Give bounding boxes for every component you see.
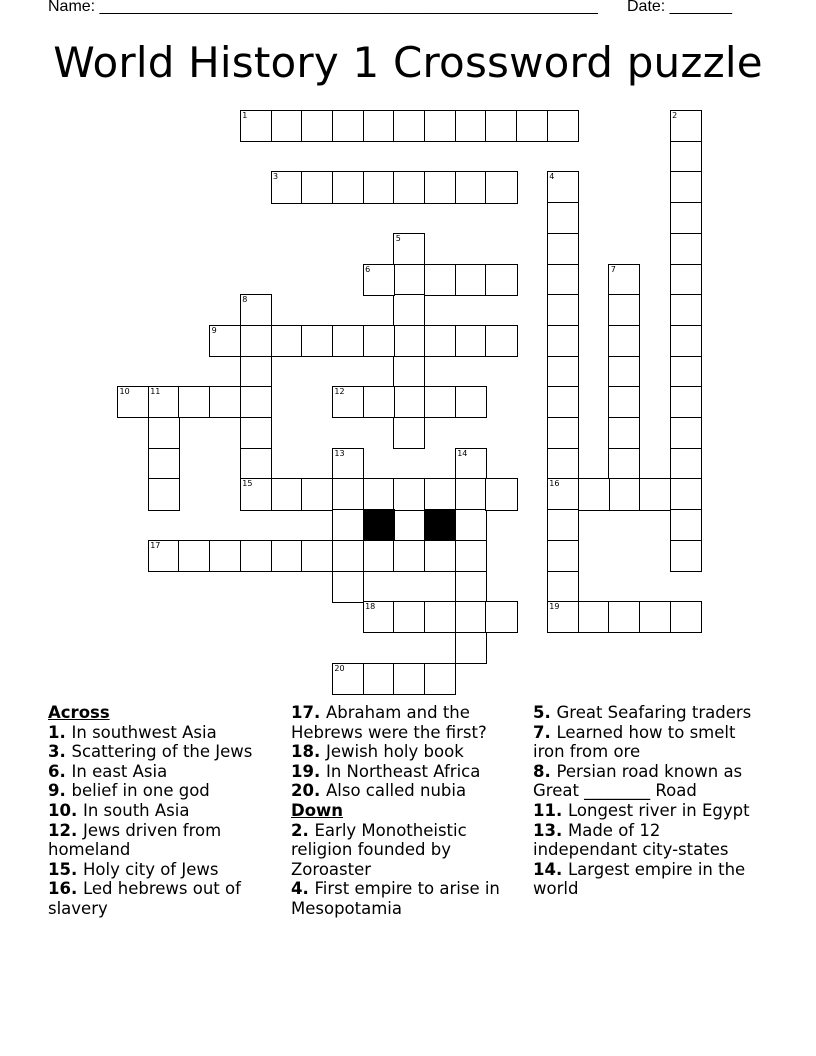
crossword-cell[interactable]: [455, 632, 487, 664]
crossword-cell[interactable]: [148, 417, 180, 449]
crossword-cell[interactable]: [301, 110, 333, 142]
clue-item-number: 7.: [533, 722, 557, 742]
crossword-cell[interactable]: [363, 663, 395, 695]
clue-number: 20: [334, 663, 345, 673]
clues-column-3: [533, 703, 763, 899]
crossword-cell[interactable]: [424, 663, 456, 695]
page-title: World History 1 Crossword puzzle: [53, 38, 763, 87]
crossword-cell[interactable]: [240, 540, 272, 572]
crossword-cell[interactable]: [148, 478, 180, 510]
crossword-cell[interactable]: [578, 478, 610, 510]
crossword-cell[interactable]: [393, 663, 425, 695]
crossword-cell[interactable]: [547, 417, 579, 449]
crossword-cell[interactable]: [455, 571, 487, 603]
crossword-cell[interactable]: [393, 171, 425, 203]
crossword-cell[interactable]: [393, 356, 425, 388]
crossword-cell[interactable]: [670, 264, 702, 296]
clue-item-number: 20.: [291, 781, 326, 801]
crossword-cell[interactable]: [332, 571, 364, 603]
clue-number: 4: [549, 172, 555, 182]
crossword-cell[interactable]: [393, 478, 425, 510]
crossword-cell[interactable]: [670, 141, 702, 173]
crossword-cell[interactable]: [455, 264, 487, 296]
crossword-cell[interactable]: [547, 325, 579, 357]
crossword-cell[interactable]: [455, 509, 487, 541]
clue-item-number: 6.: [48, 761, 72, 781]
crossword-cell[interactable]: [332, 540, 364, 572]
clue-number: 10: [119, 387, 130, 397]
clue-item: [533, 821, 763, 860]
clue-number: 12: [334, 387, 345, 397]
crossword-cell[interactable]: [608, 417, 640, 449]
crossword-cell[interactable]: [240, 448, 272, 480]
clue-item-text: Jews driven from homeland: [48, 820, 222, 860]
name-field[interactable]: Name: ________________________________________________________: [48, 0, 598, 15]
crossword-cell[interactable]: [608, 386, 640, 418]
crossword-cell[interactable]: [240, 386, 272, 418]
clue-number: 9: [211, 325, 217, 335]
crossword-cell[interactable]: [240, 356, 272, 388]
crossword-cell[interactable]: [547, 356, 579, 388]
crossword-cell[interactable]: [455, 110, 487, 142]
crossword-cell[interactable]: [670, 540, 702, 572]
crossword-cell[interactable]: [608, 325, 640, 357]
clue-item-number: 1.: [48, 722, 72, 742]
clue-number: 2: [672, 111, 678, 120]
clue-item: [533, 703, 763, 723]
clue-number: 13: [334, 448, 345, 458]
clue-item-text: belief in one god: [71, 781, 210, 801]
clue-item: [48, 781, 278, 801]
crossword-cell[interactable]: [670, 478, 702, 510]
clues-column-2: [291, 703, 521, 919]
clue-item-text: Great Seafaring traders: [556, 703, 752, 722]
crossword-cell[interactable]: [424, 171, 456, 203]
crossword-cell[interactable]: [547, 294, 579, 326]
crossword-cell[interactable]: [670, 509, 702, 541]
crossword-cell[interactable]: [332, 171, 364, 203]
clue-item-text: Persian road known as Great ________ Road: [533, 761, 743, 801]
clue-item-number: 2.: [291, 820, 315, 840]
clue-item-number: 16.: [48, 879, 83, 899]
crossword-cell[interactable]: [547, 264, 579, 296]
crossword-cell[interactable]: [271, 110, 303, 142]
crossword-cell[interactable]: [670, 448, 702, 480]
crossword-cell[interactable]: [608, 294, 640, 326]
clue-item: [291, 703, 521, 742]
crossword-cell[interactable]: [670, 233, 702, 265]
clue-item: [533, 762, 763, 801]
crossword-cell[interactable]: [393, 325, 425, 357]
clue-item: [48, 801, 278, 821]
crossword-cell[interactable]: [547, 509, 579, 541]
clue-item-text: First empire to arise in Mesopotamia: [291, 879, 500, 918]
crossword-cell[interactable]: [485, 325, 517, 357]
clue-item-text: Led hebrews out of slavery: [48, 879, 241, 918]
clue-item-number: 4.: [291, 879, 315, 899]
crossword-cell[interactable]: [670, 601, 702, 633]
clue-item-number: 13.: [533, 820, 568, 840]
crossword-cell[interactable]: [455, 540, 487, 572]
clue-item-number: 11.: [533, 800, 568, 820]
clue-item: [533, 860, 763, 899]
clue-number: 19: [549, 602, 560, 612]
crossword-cell[interactable]: [424, 325, 456, 357]
crossword-cell[interactable]: [178, 540, 210, 572]
clue-item-number: 3.: [48, 742, 72, 762]
crossword-cell[interactable]: [547, 571, 579, 603]
crossword-cell[interactable]: [670, 386, 702, 418]
clue-number: 8: [242, 295, 248, 305]
clue-item-number: 8.: [533, 761, 557, 781]
crossword-cell[interactable]: [547, 540, 579, 572]
clue-number: 1: [242, 111, 248, 120]
crossword-cell[interactable]: [608, 448, 640, 480]
crossword-cell[interactable]: [485, 478, 517, 510]
clue-number: 15: [242, 479, 253, 489]
clue-item: [291, 742, 521, 762]
clue-number: 3: [273, 172, 279, 182]
clue-item-number: 12.: [48, 820, 83, 840]
crossword-cell[interactable]: [455, 171, 487, 203]
clue-item-text: Learned how to smelt iron from ore: [533, 722, 736, 762]
clues-column-1: [48, 703, 278, 919]
crossword-cell[interactable]: [240, 417, 272, 449]
clue-number: 18: [365, 602, 376, 612]
clue-item-text: Jewish holy book: [325, 742, 464, 762]
crossword-cell[interactable]: [455, 386, 487, 418]
crossword-cell[interactable]: [670, 356, 702, 388]
crossword-cell[interactable]: [363, 110, 395, 142]
clue-item-number: 9.: [48, 781, 72, 801]
crossword-cell[interactable]: [608, 478, 640, 510]
down-heading: Down: [291, 800, 344, 820]
clue-item-number: 14.: [533, 859, 568, 879]
clue-item: [48, 879, 278, 918]
crossword-cell[interactable]: [393, 386, 425, 418]
crossword-cell[interactable]: [455, 478, 487, 510]
crossword-cell[interactable]: [485, 110, 517, 142]
crossword-cell[interactable]: [393, 601, 425, 633]
clue-number: 11: [150, 387, 161, 397]
crossword-cell[interactable]: [424, 540, 456, 572]
crossword-cell[interactable]: [363, 386, 395, 418]
crossword-cell[interactable]: [393, 417, 425, 449]
crossword-cell[interactable]: [363, 478, 395, 510]
clue-number: 14: [457, 448, 468, 458]
crossword-cell[interactable]: [485, 264, 517, 296]
clue-item-number: 15.: [48, 859, 83, 879]
crossword-cell[interactable]: [301, 540, 333, 572]
crossword-block: [363, 509, 395, 541]
clue-number: 5: [395, 233, 401, 243]
crossword-cell[interactable]: [455, 325, 487, 357]
clue-item-number: 5.: [533, 703, 557, 722]
clue-item: [48, 762, 278, 782]
clue-item-text: Scattering of the Jews: [71, 742, 253, 762]
header: [48, 0, 732, 16]
clue-item: [291, 821, 521, 880]
clue-item-text: Largest empire in the world: [533, 859, 746, 899]
crossword-cell[interactable]: [608, 601, 640, 633]
crossword-cell[interactable]: [424, 478, 456, 510]
date-field[interactable]: Date: _______: [627, 0, 732, 15]
crossword-cell[interactable]: [670, 417, 702, 449]
crossword-cell[interactable]: [547, 386, 579, 418]
clue-item-text: Longest river in Egypt: [567, 800, 750, 820]
clue-item-text: In southwest Asia: [71, 722, 217, 742]
crossword-cell[interactable]: [639, 478, 671, 510]
crossword-cell[interactable]: [547, 110, 579, 142]
crossword-cell[interactable]: [271, 325, 303, 357]
crossword-cell[interactable]: [271, 540, 303, 572]
clue-item-text: Also called nubia: [325, 781, 467, 801]
crossword-cell[interactable]: [639, 601, 671, 633]
crossword-cell[interactable]: [393, 540, 425, 572]
crossword-cell[interactable]: [485, 601, 517, 633]
clue-number: 7: [610, 264, 616, 274]
clue-item-text: In east Asia: [71, 761, 168, 781]
crossword-cell[interactable]: [332, 478, 364, 510]
crossword-cell[interactable]: [670, 171, 702, 203]
crossword-cell[interactable]: [301, 478, 333, 510]
clue-item-text: In south Asia: [82, 800, 190, 820]
crossword-cell[interactable]: [178, 386, 210, 418]
crossword-cell[interactable]: [547, 448, 579, 480]
crossword-cell[interactable]: [393, 110, 425, 142]
crossword-cell[interactable]: [301, 325, 333, 357]
crossword-cell[interactable]: [363, 540, 395, 572]
clue-item: [533, 723, 763, 762]
clue-item-text: Holy city of Jews: [82, 859, 219, 879]
crossword-cell[interactable]: [424, 264, 456, 296]
crossword-cell[interactable]: [670, 325, 702, 357]
crossword-cell[interactable]: [148, 448, 180, 480]
clue-item-number: 19.: [291, 761, 326, 781]
crossword-cell[interactable]: [455, 601, 487, 633]
clue-number: 16: [549, 479, 560, 489]
crossword-cell[interactable]: [485, 171, 517, 203]
crossword-block: [424, 509, 456, 541]
crossword-cell[interactable]: [240, 325, 272, 357]
clue-item-number: 10.: [48, 800, 83, 820]
clue-item: [48, 821, 278, 860]
crossword-cell[interactable]: [209, 540, 241, 572]
crossword-cell[interactable]: [301, 171, 333, 203]
crossword-cell[interactable]: [271, 478, 303, 510]
clue-number: 6: [365, 264, 371, 274]
clue-item: [48, 742, 278, 762]
crossword-cell[interactable]: [363, 325, 395, 357]
clue-item: [48, 723, 278, 743]
crossword-cell[interactable]: [363, 171, 395, 203]
clue-item-text: Early Monotheistic religion founded by Zoroaster: [291, 820, 467, 879]
crossword-cell[interactable]: [424, 110, 456, 142]
crossword-cell[interactable]: [332, 110, 364, 142]
crossword-cell[interactable]: [332, 509, 364, 541]
clue-item-text: In Northeast Africa: [325, 761, 481, 781]
clue-item: [533, 801, 763, 821]
crossword-cell[interactable]: [424, 601, 456, 633]
crossword-cell[interactable]: [547, 202, 579, 234]
crossword-cell[interactable]: [393, 264, 425, 296]
crossword-cell[interactable]: [547, 233, 579, 265]
crossword-cell[interactable]: [516, 110, 548, 142]
crossword-cell[interactable]: [209, 386, 241, 418]
crossword-cell[interactable]: [332, 325, 364, 357]
clue-item: [291, 762, 521, 782]
clue-item: [291, 781, 521, 801]
crossword-cell[interactable]: [424, 386, 456, 418]
crossword-cell[interactable]: [670, 202, 702, 234]
clue-item-text: Made of 12 independant city-states: [533, 820, 729, 860]
clue-item-number: 18.: [291, 742, 326, 762]
crossword-cell[interactable]: [608, 356, 640, 388]
clue-item-number: 17.: [291, 703, 326, 722]
clue-number: 17: [150, 540, 161, 550]
clue-item: [48, 860, 278, 880]
crossword-cell[interactable]: [670, 294, 702, 326]
crossword-cell[interactable]: [393, 294, 425, 326]
clue-item: [291, 879, 521, 918]
across-heading: Across: [48, 703, 110, 722]
crossword-cell[interactable]: [578, 601, 610, 633]
clue-item-text: Abraham and the Hebrews were the first?: [291, 703, 487, 742]
